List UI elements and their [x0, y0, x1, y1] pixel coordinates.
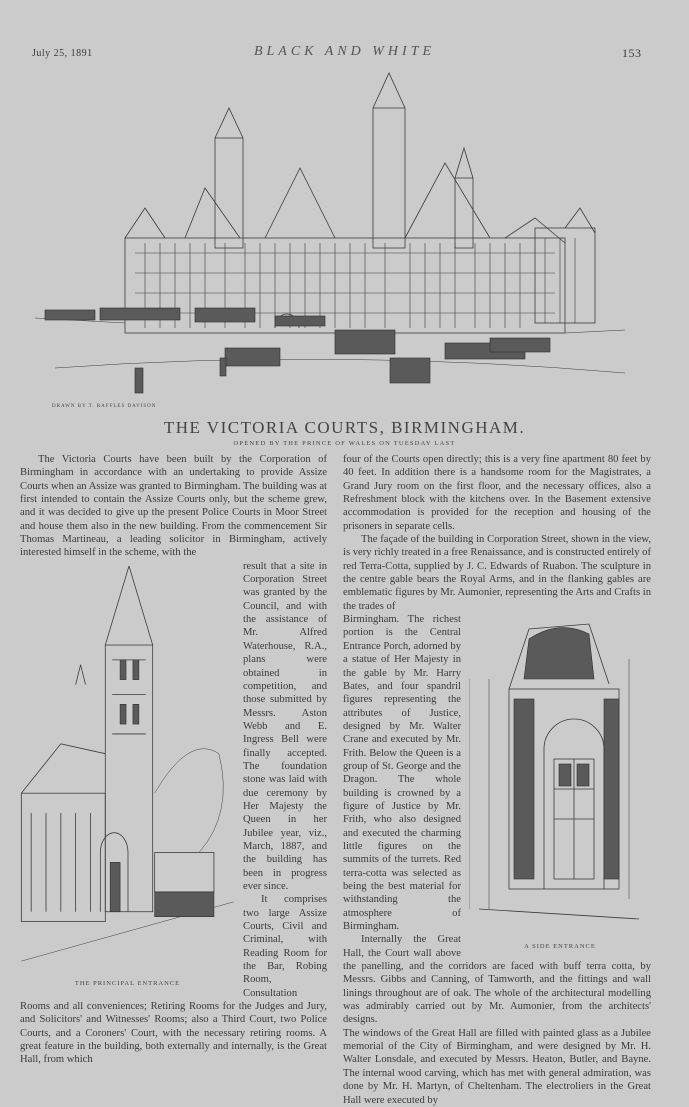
right-full-paragraph-2: The façade of the building in Corporation Street, shown in the view, is very richly treated in a free Renaissance, and is constructed entirely of red Terra-Cotta, supplied by J. C. Edwards of Ruabon. The sculpture in the centre gable bears the Royal Arms, and in the flanking gables are emblematic figures by Mr. Aumonier, representing the Arts and Crafts in the trades of — [343, 534, 651, 612]
left-column — [20, 453, 327, 1067]
side-entrance-figure — [469, 619, 651, 953]
page-number: 153 — [622, 46, 642, 60]
right-full-paragraph-1: four of the Courts open directly; this is a very fine apartment 80 feet by 40 feet. In addition there is a handsome room for the Magistrates, a Grand Jury room on the first floor, and the necessary offices, also a Refreshment block with the kitchens over. In the Basement extensive accommodation is provided for the reception and housing of the prisoners in separate cells. — [343, 454, 651, 532]
side-entrance-caption: A SIDE ENTRANCE — [524, 943, 596, 951]
principal-entrance-illustration — [20, 566, 235, 971]
side-entrance-illustration — [469, 619, 649, 934]
left-narrow-paragraph-2: It comprises two large Assize Courts, Civil and Criminal, with Reading Room for the Bar, Robing Room, Consultation Rooms and all conveniences; Retiring Rooms for the Judges and Jury, and Solicitors' and Witnesses' Rooms; also a Third Court, two Police Courts, and a Coroners' Court, with the necessary retiring rooms. A great feature in the building, both externally and internally, is the Great Hall, from which — [20, 894, 327, 1066]
principal-entrance-figure — [20, 566, 235, 990]
masthead: BLACK AND WHITE — [253, 44, 436, 59]
right-narrow-paragraph-1: Birmingham. The richest portion is the Central Entrance Porch, adorned by a statue of Her Majesty in the gable by Mr. Harry Bates, and four spandril figures representing the attributes of Justice, designed by Mr. Walter Crane and executed by Mr. Frith. Below the Queen is a group of St. George and the Dragon. The whole building is crowned by a figure of Justice by Mr. Frith, who also designed and executed the charming little figures on the summits of the turrets. Red terra-cotta was selected as being the best material for withstanding the atmosphere of Birmingham. — [343, 614, 461, 933]
left-full-paragraph: The Victoria Courts have been built by the Corporation of Birmingham in accordance with an undertaking to provide Assize Courts when an Assize was granted to Birmingham. The building was at first intended to contain the Assize Courts only, but the scheme grew, and it was decided to give up the present Police Courts in Moor Street and house them also in the new building. From the commencement Sir Thomas Martineau, a leading solicitor in Birmingham, actively interested himself in the scheme, with the — [20, 454, 327, 559]
issue-date: July 25, 1891 — [32, 48, 93, 59]
right-narrow-paragraph-2: Internally the Great Hall, the Court wall above the panelling, and the corridors are faced with buff terra cotta, by Messrs. Gibbs and Canning, of Tamworth, and the fittings and wall linings throughout are of oak. The whole of the architectural modelling was admirably carried out by Mr. Aumonier, from the architects' designs. — [343, 934, 651, 1026]
illustration-credit: DRAWN BY T. RAFFLES DAVISON — [52, 404, 157, 409]
article-subtitle: OPENED BY THE PRINCE OF WALES ON TUESDAY LAST — [233, 440, 456, 447]
right-bottom-paragraph: The windows of the Great Hall are filled with painted glass as a Jubilee memorial of the City of Birmingham, and were designed by Mr. H. Walter Lonsdale, and executed by Messrs. Heaton, Butler, and Bayne. The internal wood carving, which has met with general admiration, was done by Mr. H. Martyn, of Cheltenham. The electroliers in the Great Hall were executed by — [343, 1027, 651, 1106]
right-column — [343, 453, 651, 1107]
left-narrow-paragraph-1: result that a site in Corporation Street was granted by the Council, and with the assistance of Mr. Alfred Waterhouse, R.A., plans were obtained in competition, and those submitted by Messrs. Aston Webb and E. Ingress Bell were finally accepted. The foundation stone was laid with due ceremony by Her Majesty the Queen in her Jubilee year, viz., March, 1887, and the building has been in progress ever since. — [243, 560, 327, 892]
article-title: THE VICTORIA COURTS, BIRMINGHAM. — [163, 418, 526, 437]
principal-entrance-caption: THE PRINCIPAL ENTRANCE — [74, 979, 181, 987]
victoria-courts-illustration — [35, 68, 625, 398]
